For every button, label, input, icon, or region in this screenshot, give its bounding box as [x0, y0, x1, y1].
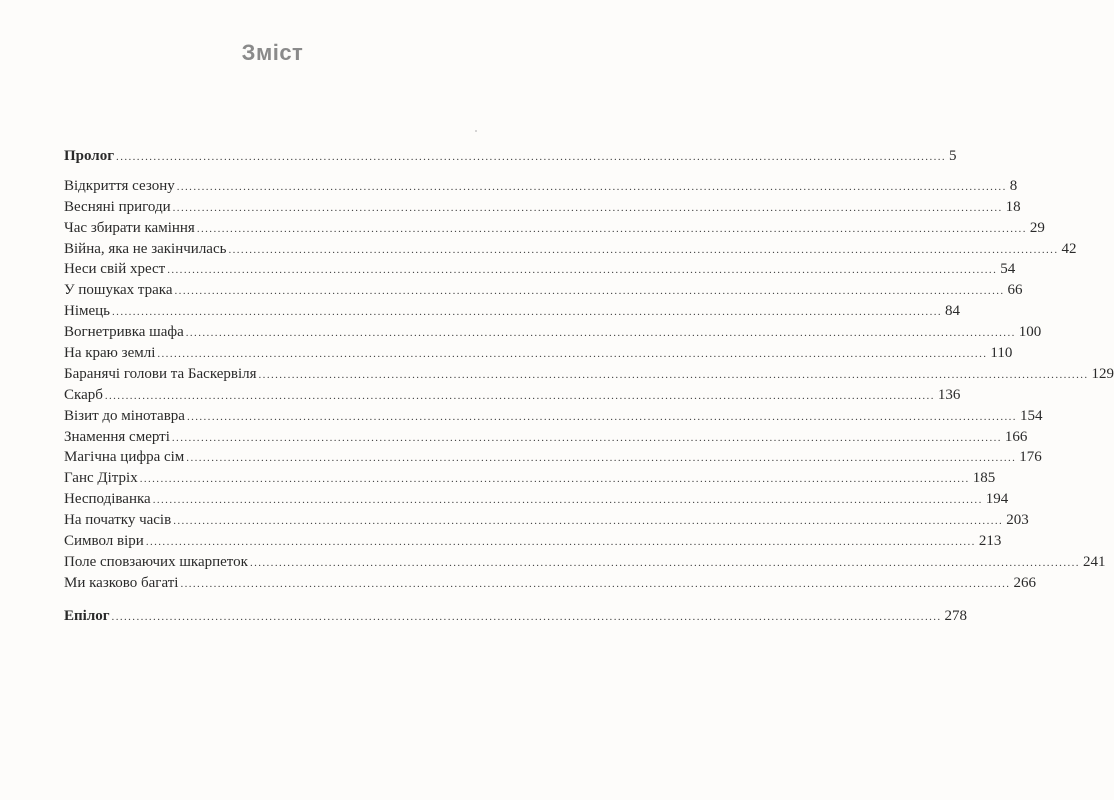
toc-entry-title: Несподіванка [64, 491, 151, 508]
toc-entry [64, 489, 1009, 510]
toc-entry-page: 18 [1005, 198, 1021, 215]
toc-entry [64, 447, 1042, 468]
toc-entry [64, 406, 1043, 427]
toc-entry-title: Час збирати каміння [64, 219, 195, 236]
toc-entry-page: 54 [1000, 261, 1016, 278]
toc-entry [64, 218, 1045, 239]
toc-entry-page: 5 [949, 148, 957, 164]
toc-entry-page: 100 [1018, 324, 1042, 341]
leader-dots: ........................................................................................................................................................................................................ [172, 201, 1003, 214]
toc-entry-title: Епілог [64, 607, 110, 624]
section-gap [64, 167, 428, 176]
toc-entry-title: Знамення смерті [64, 428, 170, 445]
table-of-contents [64, 146, 1114, 627]
toc-entry-title: Ганс Дітріх [64, 470, 138, 487]
leader-dots: ........................................................................................................................................................................................................ [152, 494, 983, 507]
toc-entry-title: Ми казково багаті [64, 574, 179, 591]
leader-dots: ........................................................................................................................................................................................................ [173, 515, 1004, 528]
toc-entry [64, 510, 1029, 531]
toc-entry [64, 364, 1114, 385]
toc-entry [64, 531, 1002, 552]
toc-entry-title: На краю землі [64, 345, 156, 362]
toc-entry [64, 322, 1042, 343]
leader-dots: ........................................................................................................................................................................................................ [174, 285, 1005, 298]
toc-entry-page: 129 [1091, 365, 1114, 382]
toc-entry-page: 136 [937, 386, 961, 403]
toc-entry-page: 185 [972, 470, 996, 487]
toc-entry-page: 8 [1009, 177, 1018, 194]
toc-entry [64, 176, 1018, 197]
leader-dots: ........................................................................................................................................................................................................ [249, 556, 1080, 569]
toc-entry [64, 468, 996, 489]
leader-dots: ........................................................................................................................................................................................................ [186, 410, 1017, 423]
toc-entry [64, 239, 1077, 260]
toc-entry-title: Неси свій хрест [64, 261, 166, 278]
leader-dots: ........................................................................................................................................................................................................ [116, 151, 947, 163]
toc-entry-page: 194 [985, 491, 1009, 508]
toc-entry-page: 266 [1013, 574, 1036, 591]
leader-dots: ........................................................................................................................................................................................................ [180, 577, 1011, 590]
leader-dots: ........................................................................................................................................................................................................ [186, 452, 1017, 465]
leader-dots: ........................................................................................................................................................................................................ [167, 264, 998, 277]
leader-dots: ........................................................................................................................................................................................................ [111, 610, 942, 623]
leader-dots: ........................................................................................................................................................................................................ [145, 536, 976, 549]
chapter-list [64, 176, 1114, 594]
toc-entry [64, 385, 961, 406]
leader-dots: ........................................................................................................................................................................................................ [228, 243, 1059, 256]
leader-dots: ........................................................................................................................................................................................................ [196, 222, 1027, 235]
leader-dots: ........................................................................................................................................................................................................ [139, 473, 970, 486]
toc-entry-title: Скарб [64, 386, 103, 403]
toc-entry-title: Пролог [64, 148, 115, 164]
toc-entry-page: 176 [1019, 449, 1042, 466]
toc-entry-title: У пошуках трака [64, 282, 173, 299]
leader-dots: ........................................................................................................................................................................................................ [258, 368, 1089, 381]
toc-entry-title: Вогнетривка шафа [64, 324, 184, 341]
toc-entry-epilogue [64, 606, 968, 627]
toc-entry-title: Весняні пригоди [64, 198, 171, 215]
toc-entry-page: 84 [945, 303, 961, 320]
toc-entry-page: 241 [1082, 553, 1106, 570]
toc-entry-page: 278 [944, 607, 968, 624]
toc-entry-page: 203 [1006, 512, 1029, 529]
toc-entry-title: Відкриття сезону [64, 177, 175, 194]
toc-entry [64, 552, 1106, 573]
toc-entry-page: 213 [978, 533, 1002, 550]
toc-entry-title: Магічна цифра сім [64, 449, 185, 466]
leader-dots: ........................................................................................................................................................................................................ [176, 180, 1007, 193]
toc-entry-page: 110 [990, 345, 1013, 362]
section-gap [64, 594, 428, 606]
toc-entry [64, 573, 1036, 594]
leader-dots: ........................................................................................................................................................................................................ [104, 389, 935, 402]
toc-entry [64, 197, 1021, 218]
leader-dots: ........................................................................................................................................................................................................ [112, 306, 943, 319]
toc-entry [64, 301, 961, 322]
toc-entry-title: На початку часів [64, 512, 172, 529]
toc-entry-title: Баранячі голови та Баскервіля [64, 365, 257, 382]
toc-entry [64, 259, 1016, 280]
toc-entry [64, 280, 1023, 301]
paper-speck [475, 130, 477, 132]
toc-entry [64, 343, 1013, 364]
page-title: Зміст [241, 40, 304, 65]
leader-dots: ........................................................................................................................................................................................................ [185, 327, 1016, 340]
toc-entry [64, 427, 1028, 448]
toc-entry-page: 154 [1019, 407, 1043, 424]
toc-entry-title: Війна, яка не закінчилась [64, 240, 227, 257]
toc-entry-title: Символ віри [64, 533, 144, 550]
toc-entry-title: Німець [64, 303, 111, 320]
leader-dots: ........................................................................................................................................................................................................ [157, 348, 988, 361]
toc-entry-page: 29 [1029, 219, 1045, 236]
toc-entry-prologue [64, 146, 957, 167]
toc-entry-page: 42 [1061, 240, 1077, 257]
leader-dots: ........................................................................................................................................................................................................ [171, 431, 1002, 444]
toc-entry-page: 66 [1007, 282, 1023, 299]
toc-entry-title: Поле сповзаючих шкарпеток [64, 553, 248, 570]
toc-entry-title: Візит до мінотавра [64, 407, 185, 424]
toc-entry-page: 166 [1004, 428, 1028, 445]
